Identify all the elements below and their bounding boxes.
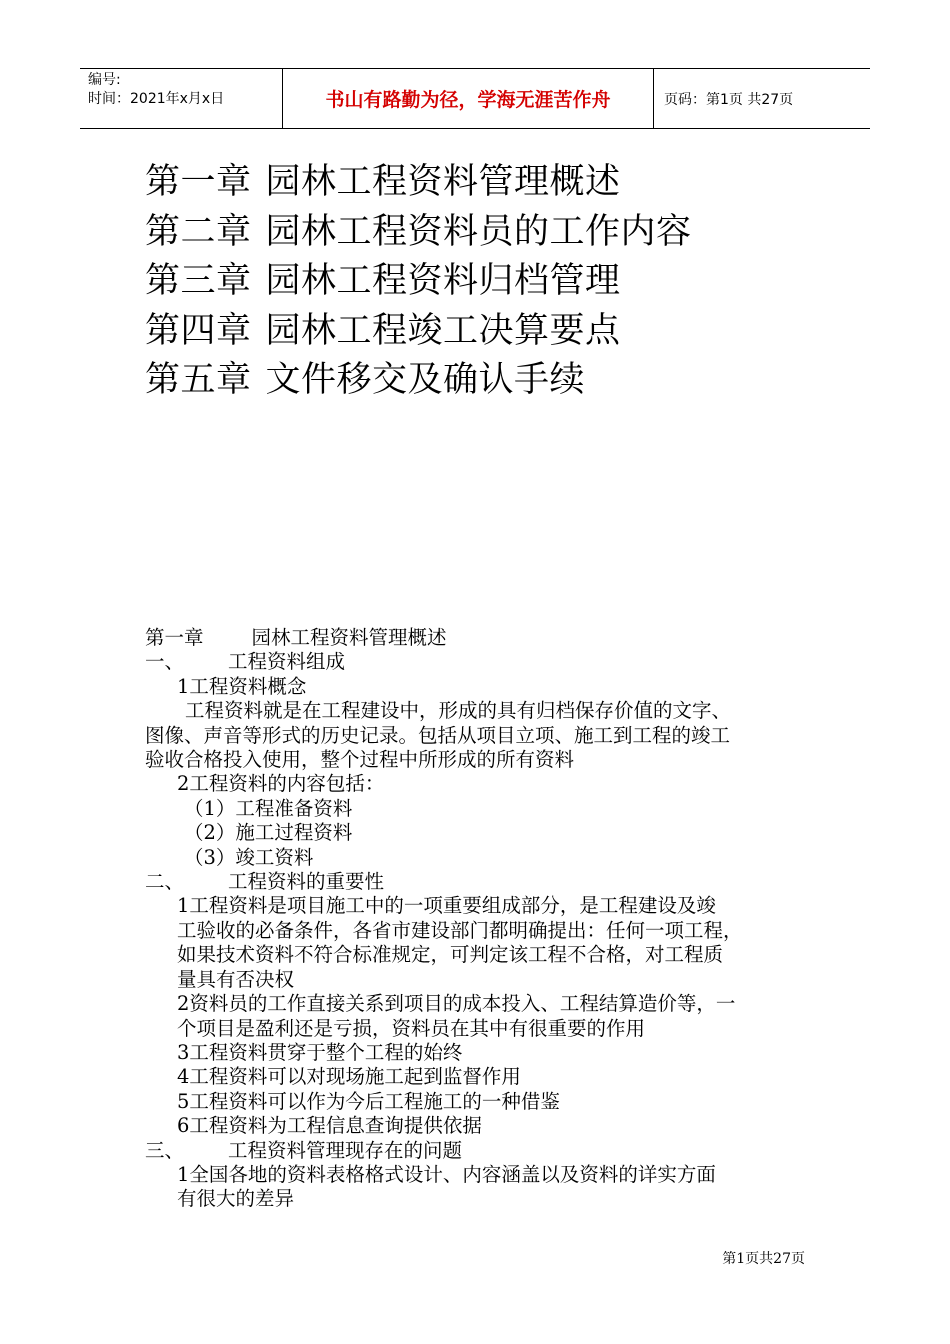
section-title: 工程资料管理现存在的问题 xyxy=(228,1138,463,1162)
list-item: （1）工程准备资料 xyxy=(184,796,353,820)
toc-item xyxy=(145,307,905,357)
list-item: 3工程资料贯穿于整个工程的始终 xyxy=(177,1040,463,1064)
section-heading xyxy=(145,650,815,674)
paragraph-line: 验收合格投入使用，整个过程中所形成的所有资料 xyxy=(145,748,575,772)
toc-chapter: 第四章 xyxy=(145,310,252,351)
chapter-heading xyxy=(145,626,815,650)
toc-title: 园林工程竣工决算要点 xyxy=(265,310,621,351)
toc-chapter: 第一章 xyxy=(145,162,252,202)
header-motto: 书山有路勤为径，学海无涯苦作舟 xyxy=(282,69,654,128)
list-item: 6工程资料为工程信息查询提供依据 xyxy=(177,1114,482,1138)
paragraph-line: 1全国各地的资料表格格式设计、内容涵盖以及资料的详实方面 xyxy=(177,1162,716,1186)
section-number: 二、 xyxy=(145,870,185,894)
toc-title: 园林工程资料归档管理 xyxy=(265,261,621,301)
section-number: 三、 xyxy=(145,1138,185,1162)
list-item: （2）施工过程资料 xyxy=(184,821,353,845)
paragraph-line: 1工程资料是项目施工中的一项重要组成部分，是工程建设及竣 xyxy=(177,894,716,918)
list-item: 5工程资料可以作为今后工程施工的一种借鉴 xyxy=(177,1089,560,1113)
toc-title: 园林工程资料管理概述 xyxy=(265,162,621,202)
section-title: 工程资料的重要性 xyxy=(228,870,385,894)
page-footer: 第1页共27页 xyxy=(722,1251,805,1267)
list-item: （3）竣工资料 xyxy=(184,845,314,869)
header-meta xyxy=(80,69,282,128)
paragraph-line: 如果技术资料不符合标准规定，可判定该工程不合格，对工程质 xyxy=(177,943,724,967)
page-header xyxy=(80,68,870,129)
paragraph-line: 有很大的差异 xyxy=(177,1187,295,1211)
paragraph-line: 2资料员的工作直接关系到项目的成本投入、工程结算造价等，一 xyxy=(177,992,736,1016)
paragraph-line: 图像、声音等形式的历史记录。包括从项目立项、施工到工程的竣工 xyxy=(145,723,731,747)
toc-item xyxy=(145,158,905,208)
section-heading xyxy=(145,870,815,894)
toc-chapter: 第五章 xyxy=(145,360,252,400)
toc-title: 文件移交及确认手续 xyxy=(265,360,586,400)
chapter-label: 第一章 xyxy=(145,626,204,649)
subheading: 2工程资料的内容包括： xyxy=(177,772,385,796)
time-label: 时间：2021年x月x日 xyxy=(88,91,225,107)
paragraph-line: 量具有否决权 xyxy=(177,967,295,991)
table-of-contents xyxy=(145,158,905,406)
header-page-label: 页码：第1页 共27页 xyxy=(664,91,794,108)
section-number: 一、 xyxy=(145,650,185,674)
toc-item xyxy=(145,257,905,307)
toc-chapter: 第三章 xyxy=(145,261,252,301)
toc-item xyxy=(145,356,905,406)
list-item: 4工程资料可以对现场施工起到监督作用 xyxy=(177,1065,521,1089)
paragraph-line: 工程资料就是在工程建设中，形成的具有归档保存价值的文字、 xyxy=(185,699,732,723)
paragraph-line: 个项目是盈利还是亏损，资料员在其中有很重要的作用 xyxy=(177,1016,646,1040)
paragraph-line: 工验收的必备条件，各省市建设部门都明确提出：任何一项工程， xyxy=(177,918,743,942)
section-title: 工程资料组成 xyxy=(228,650,346,674)
section-heading xyxy=(145,1139,815,1163)
document-body xyxy=(145,626,815,1212)
toc-title: 园林工程资料员的工作内容 xyxy=(265,211,692,252)
chapter-title: 园林工程资料管理概述 xyxy=(251,626,447,649)
toc-chapter: 第二章 xyxy=(145,211,252,252)
serial-label: 编号: xyxy=(88,72,121,88)
toc-item xyxy=(145,208,905,258)
subheading: 1工程资料概念 xyxy=(177,674,307,698)
